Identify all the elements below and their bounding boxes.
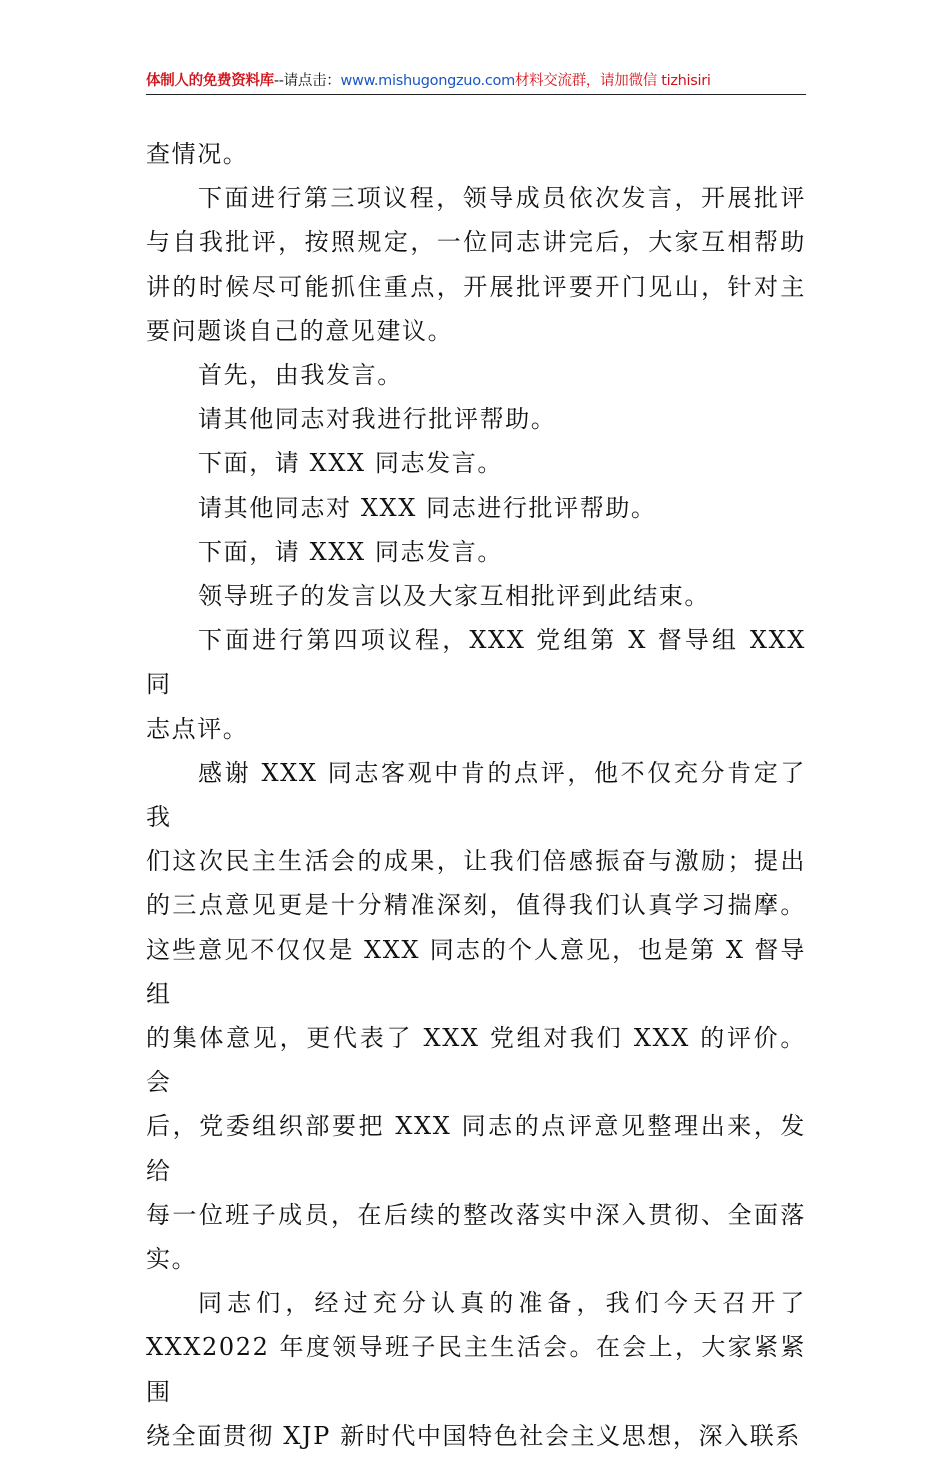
paragraph — [146, 618, 806, 751]
paragraph-line: 请其他同志对 XXX 同志进行批评帮助。 — [198, 493, 657, 522]
paragraph-line: 每一位班子成员，在后续的整改落实中深入贯彻、全面落 — [146, 1200, 806, 1229]
paragraph — [146, 132, 806, 176]
paragraph-line: 下面，请 XXX 同志发言。 — [198, 449, 503, 478]
paragraph — [146, 486, 806, 530]
paragraph-line: 实。 — [146, 1245, 198, 1274]
paragraph — [146, 176, 806, 353]
page-header — [146, 70, 806, 92]
paragraph-line: 志点评。 — [146, 714, 249, 743]
paragraph-line: 后，党委组织部要把 XXX 同志的点评意见整理出来，发给 — [146, 1112, 806, 1185]
paragraph-line: 感谢 XXX 同志客观中肯的点评，他不仅充分肯定了我 — [146, 758, 806, 832]
paragraph-line: 与自我批评，按照规定，一位同志讲完后，大家互相帮助 — [146, 228, 806, 257]
paragraph — [146, 574, 806, 618]
paragraph — [146, 751, 806, 1281]
paragraph-line: 下面进行第四项议程，XXX 党组第 X 督导组 XXX 同 — [146, 626, 806, 699]
paragraph-line: 下面进行第三项议程，领导成员依次发言，开展批评 — [198, 184, 806, 213]
header-prompt: --请点击： — [273, 73, 341, 89]
paragraph-line: 的集体意见，更代表了 XXX 党组对我们 XXX 的评价。会 — [146, 1024, 806, 1097]
paragraph-line: 这些意见不仅仅是 XXX 同志的个人意见，也是第 X 督导组 — [146, 935, 806, 1008]
paragraph — [146, 530, 806, 574]
header-brand: 体制人的免费资料库 — [146, 73, 274, 89]
paragraph-line: XXX2022 年度领导班子民主生活会。在会上，大家紧紧围 — [146, 1333, 806, 1406]
header-url-link[interactable]: www.mishugongzuo.com — [340, 73, 515, 89]
paragraph-line: 们这次民主生活会的成果，让我们倍感振奋与激励；提出 — [146, 847, 806, 876]
paragraph-line: 要问题谈自己的意见建议。 — [146, 316, 454, 345]
paragraph-line: 查情况。 — [146, 140, 249, 168]
paragraph-line: 领导班子的发言以及大家互相批评到此结束。 — [198, 582, 710, 611]
document-body — [146, 132, 806, 1458]
paragraph-line: 请其他同志对我进行批评帮助。 — [198, 405, 557, 434]
header-contact: 材料交流群，请加微信 tizhisiri — [514, 73, 711, 89]
paragraph — [146, 353, 806, 397]
paragraph-line: 同志们，经过充分认真的准备，我们今天召开了 — [198, 1289, 806, 1318]
paragraph-line: 讲的时候尽可能抓住重点，开展批评要开门见山，针对主 — [146, 272, 806, 301]
paragraph — [146, 397, 806, 441]
paragraph-line: 的三点意见更是十分精准深刻，值得我们认真学习揣摩。 — [146, 891, 806, 920]
header-divider — [146, 94, 806, 95]
paragraph-line: 绕全面贯彻 XJP 新时代中国特色社会主义思想，深入联系 — [146, 1421, 801, 1450]
paragraph — [146, 1281, 806, 1458]
paragraph — [146, 441, 806, 485]
paragraph-line: 首先，由我发言。 — [198, 361, 403, 390]
paragraph-line: 下面，请 XXX 同志发言。 — [198, 537, 503, 566]
